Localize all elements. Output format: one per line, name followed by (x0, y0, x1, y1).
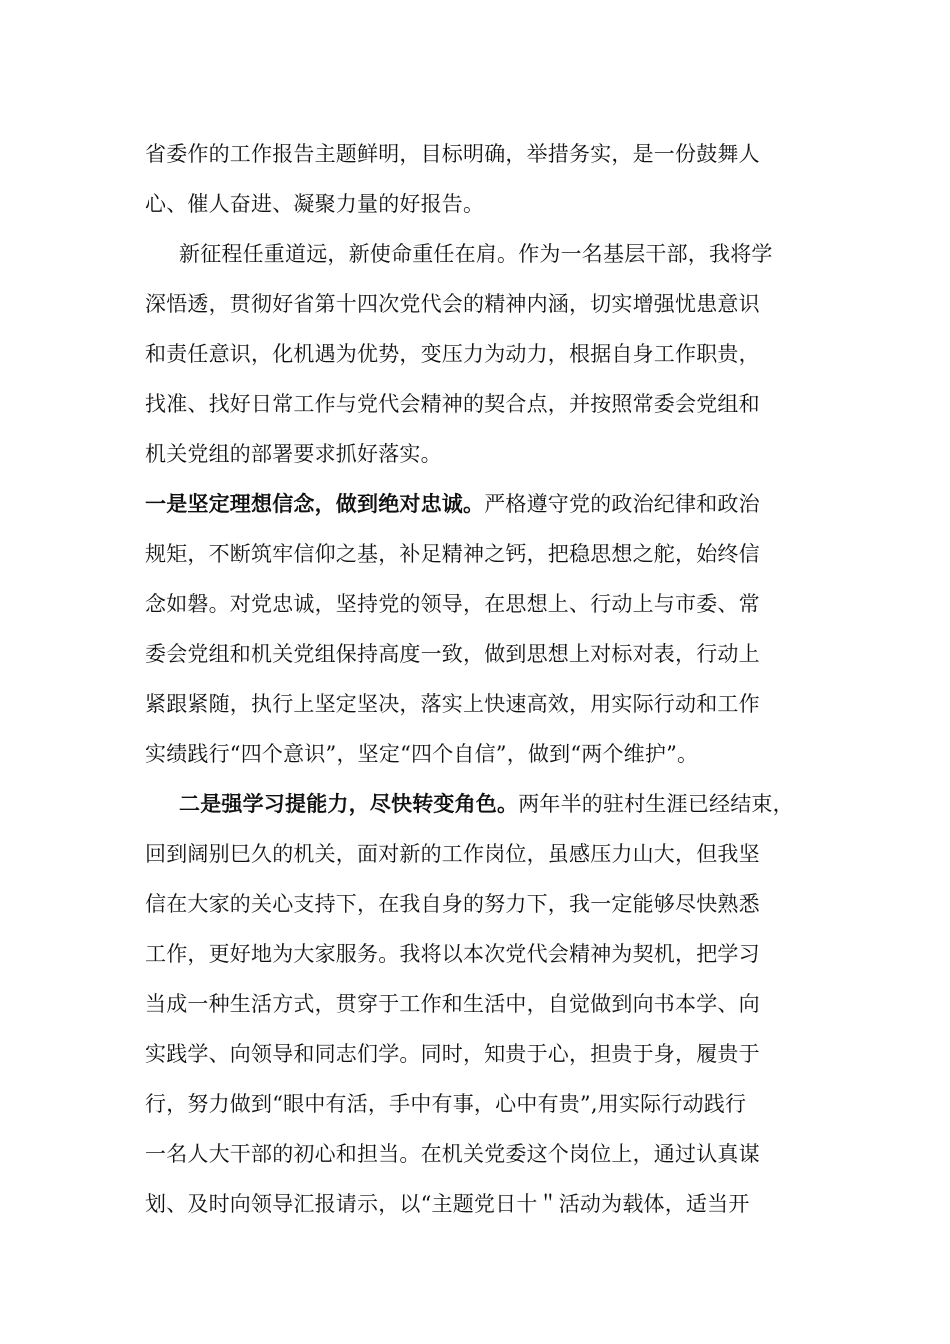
paragraph-line-13: 实绩践行“四个意识”，坚定“四个自信”，做到“两个维护”。 (145, 742, 699, 766)
paragraph-line-4: 深悟透，贯彻好省第十四次党代会的精神内涵，切实增强忧患意识 (145, 292, 760, 316)
paragraph-line-9: 规矩，不断筑牢信仰之基，补足精神之钙，把稳思想之舵，始终信 (145, 542, 760, 566)
section-heading-two: 二是强学习提能力，尽快转变角色。 (179, 791, 519, 816)
paragraph-line-22: 划、及时向领导汇报请示，以“主题党日十＂活动为载体，适当开 (145, 1192, 750, 1216)
section-two-text: 两年半的驻村生涯已经结束， (518, 792, 794, 816)
paragraph-line-10: 念如磐。对党忠诚，坚持党的领导，在思想上、行动上与市委、常 (145, 592, 760, 616)
paragraph-line-11: 委会党组和机关党组保持高度一致，做到思想上对标对表，行动上 (145, 642, 760, 666)
paragraph-line-7: 机关党组的部署要求抓好落实。 (145, 442, 442, 466)
paragraph-line-15: 回到阔别巳久的机关，面对新的工作岗位，虽感压力山大，但我坚 (145, 842, 760, 866)
paragraph-line-8 (145, 479, 810, 529)
paragraph-line-2: 心、催人奋进、凝聚力量的好报告。 (145, 192, 485, 216)
paragraph-line-16: 信在大家的关心支持下，在我自身的努力下，我一定能够尽快熟悉 (145, 892, 760, 916)
paragraph-line-18: 当成一种生活方式，贯穿于工作和生活中，自觉做到向书本学、向 (145, 992, 760, 1016)
section-heading-one: 一是坚定理想信念，做到绝对忠诚。 (145, 491, 485, 516)
paragraph-line-1: 省委作的工作报告主题鲜明，目标明确，举措务实，是一份鼓舞人 (145, 142, 760, 166)
paragraph-line-20: 行，努力做到“眼中有活，手中有事，心中有贵”,用实际行动践行 (145, 1092, 747, 1116)
paragraph-line-19: 实践学、向领导和同志们学。同时，知贵于心，担贵于身，履贵于 (145, 1042, 760, 1066)
paragraph-line-17: 工作，更好地为大家服务。我将以本次党代会精神为契机，把学习 (145, 942, 760, 966)
paragraph-line-6: 找准、找好日常工作与党代会精神的契合点，并按照常委会党组和 (145, 392, 760, 416)
paragraph-line-5: 和责任意识，化机遇为优势，变压力为动力，根据自身工作职贵， (145, 342, 760, 366)
paragraph-line-3: 新征程任重道远，新使命重任在肩。作为一名基层干部，我将学 (179, 242, 773, 266)
section-one-text: 严格遵守党的政治纪律和政治 (484, 492, 760, 516)
paragraph-line-12: 紧跟紧随，执行上坚定坚决，落实上快速高效，用实际行动和工作 (145, 692, 760, 716)
paragraph-line-14 (179, 779, 810, 829)
paragraph-line-21: 一名人大干部的初心和担当。在机关党委这个岗位上，通过认真谋 (145, 1142, 760, 1166)
